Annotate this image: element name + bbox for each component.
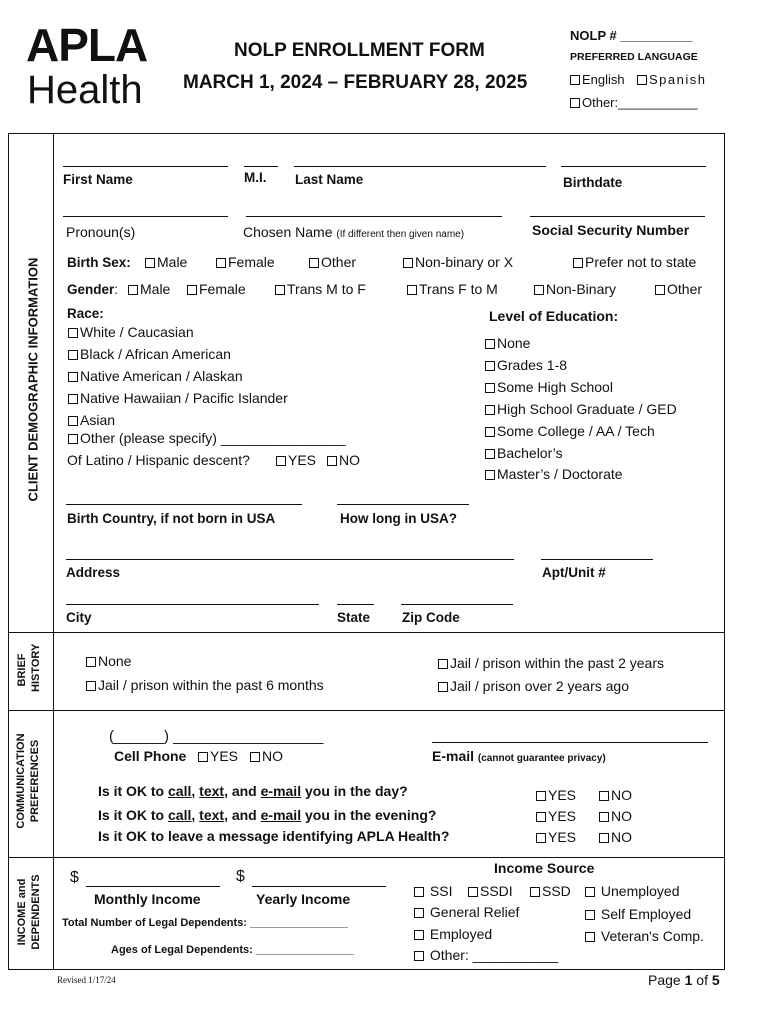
race-asian[interactable]: Asian [68, 412, 115, 428]
history-over-two[interactable]: Jail / prison over 2 years ago [438, 678, 629, 694]
logo-bottom: Health [27, 68, 143, 112]
monthly-income-label: Monthly Income [94, 891, 201, 907]
checkbox[interactable] [573, 258, 583, 268]
dependents-count[interactable]: Total Number of Legal Dependents: ________________ [62, 917, 348, 929]
day-yes[interactable]: YES [536, 787, 576, 803]
checkbox[interactable] [534, 285, 544, 295]
ssn-label: Social Security Number [532, 222, 690, 238]
first-name-field[interactable] [63, 166, 228, 167]
divider-3 [8, 857, 725, 858]
last-name-field[interactable] [294, 166, 546, 167]
q-message: Is it OK to leave a message identifying APLA Health? [98, 828, 450, 844]
income-ssdi[interactable]: SSDI [468, 883, 513, 899]
gender-nonbinary[interactable]: Non-Binary [534, 281, 616, 297]
birth-sex-other[interactable]: Other [309, 254, 356, 270]
state-label: State [337, 610, 371, 625]
spanish-checkbox[interactable] [637, 75, 647, 85]
divider-2 [8, 710, 725, 711]
income-veterans[interactable]: Veteran's Comp. [585, 928, 704, 944]
checkbox[interactable] [145, 258, 155, 268]
evening-yes[interactable]: YES [536, 808, 576, 824]
checkbox[interactable] [216, 258, 226, 268]
city-label: City [66, 610, 92, 625]
ssn-field[interactable] [530, 216, 705, 217]
gender-male[interactable]: Male [128, 281, 170, 297]
yearly-dollar: $ [236, 868, 245, 885]
income-source-title: Income Source [494, 860, 595, 876]
cell-phone-field[interactable]: (______) __________________ [109, 728, 324, 745]
section-divider [53, 133, 54, 970]
english-option[interactable]: English [570, 72, 625, 87]
form-dates: MARCH 1, 2024 – FEBRUARY 28, 2025 [183, 72, 528, 93]
cell-phone-no[interactable]: NO [250, 748, 283, 764]
latino-question: Of Latino / Hispanic descent? [67, 452, 250, 468]
edu-masters[interactable]: Master’s / Doctorate [485, 466, 623, 482]
monthly-dollar: $ [70, 869, 79, 886]
first-name-label: First Name [63, 172, 133, 187]
evening-no[interactable]: NO [599, 808, 632, 824]
birth-sex-male[interactable]: Male [145, 254, 187, 270]
checkbox[interactable] [655, 285, 665, 295]
mi-label: M.I. [244, 170, 267, 185]
day-no[interactable]: NO [599, 787, 632, 803]
race-label: Race: [67, 306, 104, 321]
income-general-relief[interactable]: General Relief [414, 904, 519, 920]
birthdate-label: Birthdate [563, 175, 623, 190]
other-language-checkbox[interactable] [570, 98, 580, 108]
last-name-label: Last Name [295, 172, 364, 187]
chosen-name-label: Chosen Name (If different then given name) [243, 224, 465, 240]
birth-sex-prefer-not[interactable]: Prefer not to state [573, 254, 696, 270]
race-native-hawaiian[interactable]: Native Hawaiian / Pacific Islander [68, 390, 288, 406]
monthly-income-field[interactable] [86, 886, 220, 887]
address-field[interactable] [66, 559, 514, 560]
cell-phone-label: Cell Phone [114, 748, 187, 764]
preferred-language-label: PREFERRED LANGUAGE [570, 51, 698, 63]
email-label: E-mail (cannot guarantee privacy) [432, 748, 606, 764]
section-client-demographic: CLIENT DEMOGRAPHIC INFORMATION [25, 257, 41, 502]
edu-some-hs[interactable]: Some High School [485, 379, 613, 395]
zip-field[interactable] [401, 604, 513, 605]
gender-other[interactable]: Other [655, 281, 702, 297]
apt-field[interactable] [541, 559, 653, 560]
how-long-field[interactable] [337, 504, 469, 505]
birth-country-label: Birth Country, if not born in USA [67, 511, 276, 526]
race-black[interactable]: Black / African American [68, 346, 231, 362]
zip-label: Zip Code [402, 610, 460, 625]
page-number: Page 1 of 5 [648, 972, 720, 988]
revised-date: Revised 1/17/24 [57, 975, 116, 985]
income-other[interactable]: Other: ___________ [414, 947, 558, 963]
edu-some-college[interactable]: Some College / AA / Tech [485, 423, 655, 439]
edu-grades[interactable]: Grades 1-8 [485, 357, 567, 373]
birth-sex-female[interactable]: Female [216, 254, 275, 270]
history-six-months[interactable]: Jail / prison within the past 6 months [86, 677, 324, 693]
message-no[interactable]: NO [599, 829, 632, 845]
income-unemployed[interactable]: Unemployed [585, 883, 680, 899]
gender-trans-fm[interactable]: Trans F to M [407, 281, 498, 297]
address-label: Address [66, 565, 121, 580]
birth-country-field[interactable] [66, 504, 302, 505]
income-employed[interactable]: Employed [414, 926, 492, 942]
income-self-employed[interactable]: Self Employed [585, 906, 691, 922]
checkbox[interactable] [403, 258, 413, 268]
chosen-name-field[interactable] [246, 216, 502, 217]
gender-female[interactable]: Female [187, 281, 246, 297]
q-evening: Is it OK to call, text, and e-mail you in the evening? [98, 807, 437, 823]
gender-label: Gender: [67, 282, 119, 297]
edu-bachelors[interactable]: Bachelor’s [485, 445, 563, 461]
birth-sex-nonbinary[interactable]: Non-binary or X [403, 254, 513, 270]
message-yes[interactable]: YES [536, 829, 576, 845]
checkbox[interactable] [309, 258, 319, 268]
gender-trans-mf[interactable]: Trans M to F [275, 281, 366, 297]
edu-hs-grad[interactable]: High School Graduate / GED [485, 401, 677, 417]
birthdate-field[interactable] [561, 166, 706, 167]
dependents-ages[interactable]: Ages of Legal Dependents: ________________ [111, 944, 354, 956]
checkbox[interactable] [187, 285, 197, 295]
latino-yes[interactable]: YES [276, 452, 316, 468]
city-field[interactable] [66, 604, 319, 605]
checkbox[interactable] [275, 285, 285, 295]
race-native-american[interactable]: Native American / Alaskan [68, 368, 243, 384]
email-field[interactable] [432, 742, 708, 743]
race-other[interactable]: Other (please specify) ________________ [68, 430, 345, 446]
yearly-income-label: Yearly Income [256, 891, 351, 907]
apt-label: Apt/Unit # [542, 565, 606, 580]
state-field[interactable] [337, 604, 374, 605]
checkbox[interactable] [128, 285, 138, 295]
english-checkbox[interactable] [570, 75, 580, 85]
form-title: NOLP ENROLLMENT FORM [234, 40, 485, 61]
history-two-years[interactable]: Jail / prison within the past 2 years [438, 655, 664, 671]
income-ssd[interactable]: SSD [530, 883, 571, 899]
income-ssi[interactable]: SSI [414, 883, 452, 899]
pronouns-label: Pronoun(s) [66, 224, 136, 240]
other-language-option[interactable]: Other:___________ [570, 95, 698, 110]
race-white[interactable]: White / Caucasian [68, 324, 194, 340]
q-day: Is it OK to call, text, and e-mail you in the day? [98, 783, 408, 799]
history-none[interactable]: None [86, 653, 131, 669]
yearly-income-field[interactable] [252, 886, 386, 887]
checkbox[interactable] [407, 285, 417, 295]
mi-field[interactable] [244, 166, 278, 167]
nolp-number[interactable]: NOLP # __________ [570, 28, 693, 43]
how-long-label: How long in USA? [340, 511, 457, 526]
latino-no[interactable]: NO [327, 452, 360, 468]
edu-none[interactable]: None [485, 335, 530, 351]
education-label: Level of Education: [489, 308, 619, 324]
birth-sex-label: Birth Sex: [67, 255, 131, 270]
pronouns-field[interactable] [63, 216, 228, 217]
spanish-option[interactable]: Spanish [637, 72, 706, 87]
divider-1 [8, 632, 725, 633]
cell-phone-yes[interactable]: YES [198, 748, 238, 764]
logo-top: APLA [26, 19, 148, 71]
